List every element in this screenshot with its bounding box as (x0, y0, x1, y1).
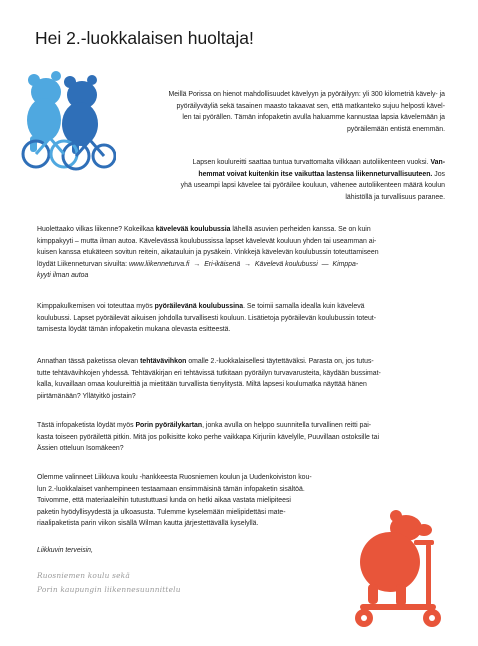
bold-text: kävelevää koulubussia (155, 226, 231, 233)
bold-text: hemmat voivat kuitenkin itse vaikuttaa lastensa liikenneturvallisuuteen. (198, 170, 433, 178)
walking-school-bus-paragraph (37, 224, 444, 282)
text-line: yhä useampi lapsi kävelee tai pyöräilee kouluun, vähenee autoliikenteen määrä koulun (180, 182, 445, 189)
link-path: Kävelevä koulubussi (254, 260, 318, 268)
text-line: piirtämänään? Yllätyitkö jostain? (37, 392, 136, 400)
text-line: tamisesta löydät tämän infopaketin mukana olevasta esitteestä. (37, 326, 231, 333)
signature-school: Ruosniemen koulu sekä (37, 571, 130, 580)
link-path: Kimppa- (332, 260, 359, 268)
text-line: kasta toiseen pyöräilettä pitkin. Mitä jos polkisitte koko perhe vaikkapa Kirjuriin kävelylle, Puuvillaan ostoksille tai (37, 433, 380, 441)
bear-on-scooter-illustration (346, 504, 450, 632)
intro-paragraph-1 (122, 89, 445, 135)
intro-paragraph-2 (122, 157, 445, 203)
text-span: omalle 2.-luokkalaisellesi täytettäväksi. Parasta on, jos tutus- (188, 358, 374, 365)
text-line: paketin hyödyllisyydestä ja ulkoasusta. Tulemme kyselemään mielipidettäsi mate- (37, 508, 286, 516)
text-line: len tai pyörällen. Tämän infopaketin avulla haluamme kannustaa lapsia kävelemään ja (182, 114, 445, 121)
page-title: Hei 2.-luokkalaisen huoltaja! (35, 28, 254, 48)
feedback-paragraph (37, 472, 357, 530)
text-line: Olemme valinneet Liikkuva koulu -hankkeesta Ruosniemen koulun ja Uudenkoiviston kou- (37, 474, 312, 481)
link-path: Eri-ikäisenä (204, 260, 241, 268)
bold-text: pyöräilevänä koulubussina (154, 303, 244, 310)
task-booklet-paragraph (37, 356, 444, 402)
link-path: kyyti ilman autoa (37, 272, 89, 279)
text-line: lun 2.-luokkalaiset vanhempineen testaamaan ensimmäisinä tämän infopaketin sisältöä. (37, 485, 305, 493)
text-span: Kimppakulkemisen voi toteuttaa myös (37, 303, 153, 310)
signature-city: Porin kaupungin liikennesuunnittelu (37, 585, 181, 594)
text-line: koulubussi. Lapset pyöräilevät aikuisen johdolla turvallisesti kouluun. Lisätietoja pyöräilevän koulubussin toteut- (37, 314, 376, 322)
cycling-school-bus-paragraph (37, 301, 444, 336)
text-line (37, 301, 444, 313)
signature-greeting: Liikkuvin terveisin, (37, 547, 93, 554)
arrow-icon: → (193, 260, 201, 268)
bold-text: tehtävävihkon (140, 358, 187, 365)
bears-on-bicycles-illustration (20, 62, 116, 172)
text-line: Meillä Porissa on hienot mahdollisuudet kävelyyn ja pyöräilyyn: yli 300 kilometriä kävely- ja (168, 91, 445, 98)
text-span: Annathan tässä paketissa olevan (37, 358, 139, 365)
arrow-icon: → (244, 260, 251, 268)
text-line: kuisen kanssa etukäteen sovitun reitein, aikatauluin ja pysäkein. Vinkkejä kävelevän koulubussin toteuttamiseen (37, 249, 379, 256)
liikenneturva-link[interactable]: www.liikenneturva.fi (128, 260, 190, 268)
text-line (122, 169, 445, 181)
text-line: riaalipaketista parin viikon sisällä Wilman kautta järjestettävällä kyselyllä. (37, 520, 259, 527)
bold-text: Porin pyöräilykartan (135, 422, 203, 429)
bold-text: Van- (430, 159, 445, 166)
text-span: löydät Liikenneturvan sivuilta: (37, 260, 128, 268)
text-span: Tästä infopaketista löydät myös (37, 422, 134, 429)
text-line: lähistöllä ja turvallisuus paranee. (345, 193, 445, 201)
text-line: tutte tehtävävihkojen yhdessä. Tehtäväkirjan eri tehtävissä tutkitaan pyöräilyn turvavarusteita, käydään bussimat- (37, 369, 381, 377)
cycling-map-paragraph (37, 420, 444, 455)
text-line: kalla, kuvaillaan omaa koulureittiä ja mietitään turvallista tienylitystä. Miltä lapsesi koulumatka näyttää hänen (37, 381, 367, 388)
text-span: , jonka avulla on helppo suunnitella turvallinen reitti pai- (202, 422, 372, 429)
text-line (37, 356, 444, 368)
text-span: . Se toimii samalla idealla kuin kävelevä (243, 303, 365, 310)
text-line: Ässien otteluun Isomäkeen? (37, 445, 124, 452)
text-span: Lapsen koulureitti saattaa tuntua turvattomalta vilkkaan autoliikenteen vuoksi. (192, 159, 429, 166)
text-span: Jos (434, 170, 445, 178)
text-line: Toivomme, että materiaaleihin tutustuttuasi lunda on hetki aikaa vastata mielipiteesi (37, 497, 291, 504)
text-line: pyöräilyväyliä sekä tasainen maasto takaavat sen, että matkanteko sujuu helposti kävel- (176, 102, 445, 110)
text-line (37, 420, 444, 432)
text-line: kimppakyyti – mutta ilman autoa. Kävelevässä koulubussissa lapset kävelevät kouluun yhden tai useamman ai- (37, 237, 377, 245)
text-line (37, 259, 444, 271)
text-line: pyöräilemään entistä enemmän. (346, 125, 445, 133)
text-line (37, 224, 444, 236)
text-span: lähellä asuvien perheiden kanssa. Se on kuin (232, 226, 371, 233)
dash-icon: — (321, 260, 329, 268)
text-line (122, 157, 445, 169)
text-span: Huolettaako vilkas liikenne? Kokeilkaa (37, 226, 154, 233)
text-line (37, 270, 444, 282)
